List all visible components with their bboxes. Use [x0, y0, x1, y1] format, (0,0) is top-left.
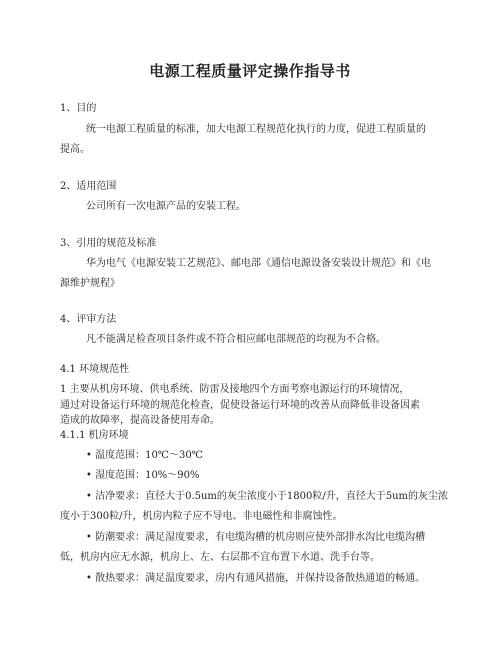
section-3-heading: 3、引用的规范及标准 [60, 238, 157, 249]
section-3-body-line: 源维护规程》 [60, 278, 120, 289]
bullet-item: • 散热要求：满足温度要求，房内有通风措施，并保持设备散热通道的畅通。 [86, 573, 426, 584]
section-1-body-line: 提高。 [60, 144, 90, 155]
bullet-item-continuation: 度小于300粒/升，机房内粒子应不导电、非电磁性和非腐蚀性。 [60, 511, 343, 522]
section-1-body-line: 统一电源工程质量的标准，加大电源工程规范化执行的力度，促进工程质量的 [86, 124, 426, 135]
section-4-1-body-line: 通过对设备运行环境的规范化检查，促使设备运行环境的改善从而降低非设备因素 [60, 400, 420, 411]
section-3-body-line: 华为电气《电源安装工艺规范》、邮电部《通信电源设备安装设计规范》和《电 [86, 258, 431, 269]
section-2-body: 公司所有一次电源产品的安装工程。 [86, 201, 246, 212]
bullet-item: • 温度范围：10℃～30℃ [86, 450, 203, 461]
bullet-item: • 防潮要求：满足湿度要求，有电缆沟槽的机房则应使外部排水沟比电缆沟槽 [86, 532, 426, 543]
document-title: 电源工程质量评定操作指导书 [149, 62, 351, 80]
section-4-1-body-line: 造成的故障率，提高设备使用寿命。 [60, 415, 220, 426]
bullet-item: • 湿度范围：10%～90% [86, 470, 200, 481]
section-4-heading: 4、评审方法 [60, 314, 117, 325]
section-4-1-heading: 4.1 环境规范性 [60, 364, 130, 375]
section-4-1-1-heading: 4.1.1 机房环境 [60, 430, 129, 441]
bullet-item-continuation: 低，机房内应无水源，机房上、左、右层都不宜布置下水道、洗手台等。 [60, 552, 380, 563]
bullet-item: • 洁净要求：直径大于0.5um的灰尘浓度小于1800粒/升，直径大于5um的灰尘浓 [86, 491, 449, 502]
section-1-heading: 1、目的 [60, 103, 97, 114]
section-4-1-body-line: 1 主要从机房环境、供电系统、防雷及接地四个方面考察电源运行的环境情况， [60, 384, 410, 395]
section-4-body: 凡不能满足检查项目条件或不符合相应邮电部规范的均视为不合格。 [86, 334, 386, 345]
section-2-heading: 2、适用范围 [60, 181, 117, 192]
